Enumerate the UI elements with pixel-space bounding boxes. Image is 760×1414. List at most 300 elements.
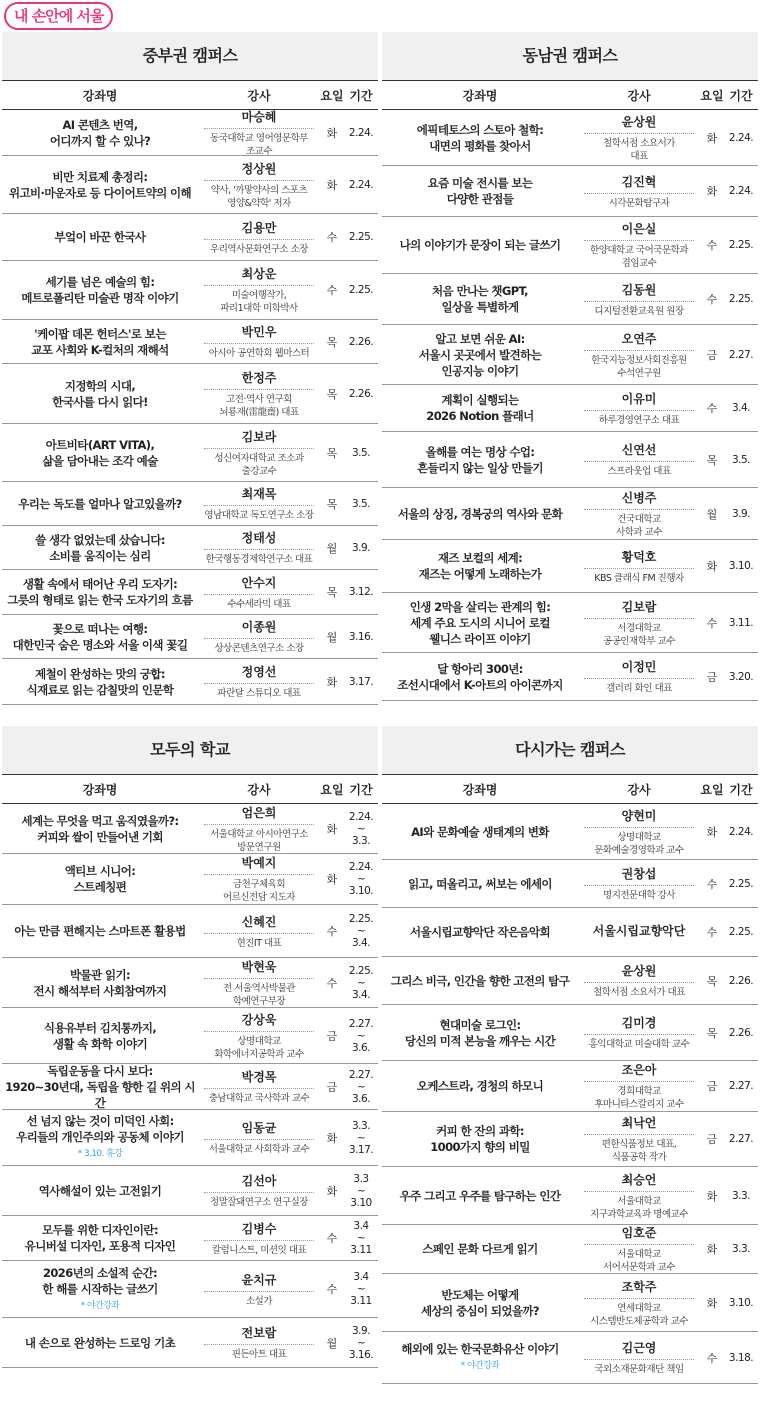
lecturer-cell: [578, 325, 700, 384]
lecturer-cell: [198, 261, 320, 319]
table-row: [382, 804, 758, 860]
lecturer-name: 정영선: [204, 663, 314, 684]
lecturer-name: 신병주: [584, 489, 694, 510]
table-row: [2, 1261, 378, 1318]
lecturer-affiliation: 영남대학교 독도연구소 소장: [204, 510, 314, 521]
course-cell: [382, 540, 578, 592]
lecturer-cell: [578, 166, 700, 216]
period-cell: 3.10.: [728, 560, 754, 572]
day-cell: 금: [326, 1080, 338, 1094]
lecturer-name: 김병수: [204, 1220, 314, 1241]
table-row: [2, 110, 378, 156]
course-title-line: 조선시대에서 K-아트의 아이콘까지: [397, 677, 563, 692]
table-row: [2, 1064, 378, 1110]
day-cell: 수: [706, 877, 718, 891]
course-cell: [382, 274, 578, 324]
day-cell: 금: [706, 1080, 718, 1093]
lecturer-cell: [578, 908, 700, 956]
panel-central-campus: [2, 32, 378, 705]
course-title-line: 아트비타(ART VITA),: [45, 437, 155, 452]
day-cell: 목: [706, 974, 718, 988]
lecturer-name: 윤치규: [204, 1271, 314, 1292]
lecturer-affiliation: 경희대학교 후마니타스칼리지 교수: [594, 1086, 684, 1110]
table-row: [382, 166, 758, 217]
course-title-line: 재즈는 어떻게 노래하는가: [418, 567, 542, 581]
course-title-line: 일상을 특별하게: [441, 300, 519, 314]
period-cell: 3.4 ~ 3.11: [350, 1220, 372, 1256]
lecturer-affiliation: 서울대학교 아시아연구소 방문연구원: [210, 828, 308, 853]
lecturer-affiliation: 소설가: [245, 1295, 273, 1307]
day-cell: 화: [326, 873, 338, 886]
course-title-line: 꽃으로 떠나는 여행:: [52, 621, 148, 636]
course-title-line: 역사해설이 있는 고전읽기: [38, 1183, 162, 1198]
period-cell: 2.27. ~ 3.6.: [348, 1017, 374, 1054]
course-title-line: 알고 보면 쉬운 AI:: [435, 331, 525, 346]
lecturer-name: 이정민: [584, 658, 694, 679]
header-lecturer: 강사: [247, 88, 271, 103]
course-cell: [382, 908, 578, 956]
period-cell: 3.3.: [731, 1189, 751, 1202]
table-row: [2, 482, 378, 526]
period-cell: 2.24.: [728, 131, 754, 144]
table-row: [2, 1216, 378, 1261]
period-cell: 2.26.: [728, 974, 754, 987]
lecturer-affiliation: 약사, '까맣약사의 스포츠 영양&약학' 저자: [210, 184, 308, 209]
lecturer-cell: [578, 957, 700, 1004]
lecturer-affiliation: 충남대학교 국사학과 교수: [208, 1093, 310, 1104]
period-cell: 3.9.: [731, 507, 751, 520]
period-cell: 2.24.: [348, 178, 374, 191]
table-row: [2, 364, 378, 424]
course-cell: [2, 482, 198, 525]
lecturer-cell: [198, 1008, 320, 1063]
header-course: 강좌명: [82, 88, 118, 103]
lecturer-name: 임호준: [584, 1224, 694, 1245]
course-title-line: 올해를 여는 명상 수업:: [425, 444, 535, 459]
course-title-line: 요즘 미술 전시를 보는: [427, 176, 533, 190]
lecturer-name: 정태성: [204, 529, 314, 550]
course-cell: [2, 156, 198, 213]
day-cell: 수: [326, 1232, 338, 1245]
period-cell: 2.25.: [728, 877, 754, 890]
table-row: [2, 320, 378, 364]
course-cell: [382, 1005, 578, 1060]
day-cell: 화: [326, 1184, 338, 1198]
day-cell: 화: [706, 131, 718, 145]
header-day: 요일: [320, 782, 344, 797]
course-cell: [2, 958, 198, 1007]
day-cell: 목: [326, 387, 338, 401]
period-cell: 2.26.: [348, 387, 374, 400]
table-row: [382, 1332, 758, 1384]
lecturer-name: 전보람: [204, 1324, 314, 1345]
table-row: [382, 540, 758, 593]
course-title-line: 인생 2막을 살리는 관계의 힘:: [409, 599, 551, 614]
lecturer-name: 김미경: [584, 1014, 694, 1035]
day-cell: 화: [326, 178, 338, 192]
table-row: [382, 593, 758, 653]
table-row: [382, 110, 758, 166]
period-cell: 3.5.: [351, 497, 371, 510]
period-cell: 2.25.: [348, 231, 374, 243]
table-row: [2, 958, 378, 1008]
lecturer-affiliation: 우리역사문화연구소 소장: [210, 243, 308, 255]
lecturer-affiliation: 건국대학교 사학과 교수: [616, 513, 662, 538]
period-cell: 2.27. ~ 3.6.: [348, 1068, 374, 1105]
table-row: [2, 1110, 378, 1166]
day-cell: 월: [706, 507, 718, 521]
course-cell: [382, 804, 578, 859]
period-cell: 2.25.: [728, 239, 754, 251]
lecturer-name: 김보라: [204, 428, 314, 449]
panel-title: 다시가는 캠퍼스: [382, 726, 758, 774]
header-day: 요일: [700, 782, 724, 797]
course-title-line: 우리는 독도를 얼마나 알고있을까?: [18, 496, 182, 511]
lecturer-affiliation: 하루경영연구소 대표: [598, 414, 680, 426]
period-cell: 3.5.: [731, 453, 751, 466]
course-title-line: '케이팝 데몬 헌터스'로 보는: [34, 326, 166, 341]
period-cell: 2.25. ~ 3.4.: [348, 913, 374, 949]
day-cell: 화: [706, 560, 718, 573]
course-cell: [2, 1166, 198, 1215]
lecturer-name: 강상욱: [204, 1011, 314, 1032]
header-lecturer: 강사: [627, 782, 651, 797]
course-title-line: 부엌이 바꾼 한국사: [54, 230, 146, 244]
lecturer-name: 김근영: [584, 1339, 694, 1360]
lecturer-cell: [578, 274, 700, 324]
lecturer-name: 박현욱: [204, 958, 314, 979]
lecturer-name: 임동균: [204, 1119, 314, 1140]
course-title-line: 위고비·마운자로 등 다이어트약의 이해: [8, 185, 192, 200]
table-row: [2, 526, 378, 570]
day-cell: 목: [706, 453, 718, 467]
course-title-line: 내 손으로 완성하는 드로잉 기초: [24, 1335, 176, 1350]
table-row: [382, 1112, 758, 1167]
day-cell: 화: [326, 126, 338, 140]
course-title-line: 어디까지 할 수 있나?: [49, 133, 151, 148]
course-cell: [382, 110, 578, 165]
period-cell: 2.27.: [728, 348, 754, 361]
lecturer-cell: [198, 958, 320, 1007]
lecturer-name: 양현미: [584, 807, 694, 828]
lecturer-name: 황덕호: [584, 548, 694, 569]
lecturer-name: 박예지: [204, 854, 314, 875]
panel-school-for-all: [2, 726, 378, 1368]
course-title-line: 한국사를 다시 읽다!: [52, 394, 148, 409]
course-note: * 야간강좌: [80, 1300, 120, 1311]
course-cell: [2, 615, 198, 658]
lecturer-affiliation: 한국지능정보사회진흥원 수석연구원: [591, 354, 687, 379]
lecturer-name: 한정주: [204, 369, 314, 390]
lecturer-name: 김선아: [204, 1172, 314, 1193]
lecturer-cell: [578, 860, 700, 907]
lecturer-affiliation: 칼럼니스트, 미션잇 대표: [211, 1244, 307, 1256]
table-header: [2, 80, 378, 110]
course-title-line: 유니버설 디자인, 포용적 디자인: [24, 1239, 176, 1253]
course-title-line: 처음 만나는 챗GPT,: [432, 284, 528, 298]
lecturer-name: 마승혜: [204, 108, 314, 129]
course-cell: [2, 905, 198, 957]
lecturer-affiliation: 수수세라믹 대표: [227, 598, 291, 610]
period-cell: 2.25.: [728, 293, 754, 305]
lecturer-name: 박민우: [204, 323, 314, 344]
table-row: [382, 325, 758, 385]
day-cell: 수: [326, 976, 338, 990]
lecturer-affiliation: 동국대학교 영어영문학부 조교수: [210, 132, 308, 157]
lecturer-name: 이종원: [204, 618, 314, 639]
course-title-line: 재즈 보컬의 세계:: [437, 551, 523, 565]
period-cell: 2.24.: [348, 126, 374, 139]
day-cell: 화: [706, 1189, 718, 1203]
day-cell: 수: [706, 926, 718, 939]
day-cell: 금: [326, 1029, 338, 1043]
lecturer-affiliation: 현진IT 대표: [236, 937, 282, 949]
period-cell: 3.10.: [728, 1296, 754, 1309]
course-title-line: 내면의 평화를 찾아서: [429, 138, 531, 153]
period-cell: 3.16.: [348, 630, 374, 643]
period-cell: 3.11.: [728, 616, 754, 629]
table-header: [2, 774, 378, 804]
lecturer-affiliation: 금천구체육회 어르신전담 지도자: [223, 879, 295, 903]
period-cell: 3.18.: [728, 1351, 754, 1364]
course-title-line: 2026 Notion 플래너: [426, 409, 534, 423]
period-cell: 3.5.: [351, 446, 371, 459]
course-title-line: 그리스 비극, 인간을 향한 고전의 탐구: [390, 973, 570, 988]
course-title-line: 나의 이야기가 문장이 되는 글쓰기: [399, 238, 561, 252]
lecturer-cell: [198, 482, 320, 525]
course-cell: [382, 432, 578, 487]
panel-title: 동남권 캠퍼스: [382, 32, 758, 80]
lecturer-name: 김진혁: [584, 173, 694, 194]
header-period: 기간: [349, 782, 373, 797]
course-cell: [382, 1112, 578, 1166]
course-title-line: 읽고, 떠올리고, 써보는 에세이: [408, 876, 552, 891]
course-title-line: 커피와 쌀이 만들어낸 기회: [37, 829, 163, 844]
table-row: [382, 488, 758, 540]
lecturer-name: 신연선: [584, 441, 694, 462]
course-title-line: 오케스트라, 경청의 하모니: [416, 1079, 544, 1093]
course-title-line: 에픽테토스의 스토아 철학:: [416, 122, 544, 137]
course-title-line: 서울시립교향악단 작은음악회: [409, 925, 551, 939]
course-title-line: 스페인 문화 다르게 읽기: [422, 1242, 538, 1256]
table-row: [2, 1166, 378, 1216]
course-title-line: 해외에 있는 한국문화유산 이야기: [401, 1342, 559, 1356]
course-cell: [2, 804, 198, 853]
lecturer-cell: [198, 424, 320, 481]
course-title-line: 세상의 중심이 되었을까?: [421, 1303, 539, 1318]
day-cell: 화: [326, 675, 338, 689]
day-cell: 금: [706, 348, 718, 362]
course-title-line: 세계는 무엇을 먹고 움직였을까?:: [21, 813, 179, 828]
lecturer-affiliation: 상명대학교 화학에너지공학과 교수: [214, 1035, 304, 1060]
day-cell: 목: [326, 497, 338, 511]
lecturer-cell: [198, 214, 320, 260]
course-cell: [2, 424, 198, 481]
day-cell: 금: [706, 1133, 718, 1146]
lecturer-affiliation: 서경대학교 공공인재학부 교수: [603, 622, 675, 647]
day-cell: 수: [326, 925, 338, 938]
period-cell: 3.3 ~ 3.10: [350, 1172, 372, 1209]
day-cell: 수: [706, 293, 718, 306]
day-cell: 목: [326, 335, 338, 349]
table-row: [2, 854, 378, 905]
lecturer-name: 오연주: [584, 330, 694, 351]
lecturer-affiliation: 갤러리 화인 대표: [606, 683, 672, 694]
course-title-line: 쓸 생각 없었는데 샀습니다:: [35, 532, 165, 547]
table-row: [2, 424, 378, 482]
lecturer-cell: [198, 570, 320, 614]
course-cell: [2, 364, 198, 423]
period-cell: 2.24. ~ 3.10.: [348, 861, 374, 897]
course-title-line: 교포 사회와 K-컬처의 재해석: [31, 342, 169, 357]
lecturer-cell: [578, 432, 700, 487]
header-period: 기간: [729, 88, 753, 103]
lecturer-affiliation: KBS 클래식 FM 진행자: [594, 572, 684, 584]
lecturer-affiliation: 고전·역사 연구회 뇌룡재(雷龍齋) 대표: [219, 393, 299, 418]
lecturer-cell: [198, 1261, 320, 1317]
course-title-line: 전시 해석부터 사회참여까지: [33, 983, 167, 998]
header-course: 강좌명: [82, 782, 118, 797]
course-title-line: 아는 만큼 편해지는 스마트폰 활용법: [14, 924, 186, 938]
lecturer-cell: [198, 1166, 320, 1215]
day-cell: 화: [706, 185, 718, 198]
table-row: [2, 615, 378, 659]
table-row: [382, 860, 758, 908]
lecturer-cell: [198, 1318, 320, 1367]
day-cell: 월: [326, 630, 338, 644]
lecturer-affiliation: 명지전문대학 강사: [603, 890, 675, 901]
course-cell: [382, 1332, 578, 1383]
lecturer-name: 윤상원: [584, 962, 694, 983]
period-cell: 3.17.: [348, 675, 374, 688]
lecturer-cell: [578, 1167, 700, 1224]
period-cell: 3.3. ~ 3.17.: [348, 1119, 374, 1156]
period-cell: 2.24.: [728, 185, 754, 197]
day-cell: 화: [706, 1243, 718, 1256]
lecturer-name: 정상원: [204, 160, 314, 181]
course-cell: [382, 860, 578, 907]
course-cell: [382, 325, 578, 384]
header-period: 기간: [729, 782, 753, 797]
lecturer-name: 엄은희: [204, 804, 314, 825]
lecturer-affiliation: 서울대학교 서어서문학과 교수: [603, 1249, 675, 1273]
period-cell: 3.9.: [351, 541, 371, 554]
lecturer-cell: [578, 540, 700, 592]
course-cell: [2, 570, 198, 614]
course-title-line: 소비를 움직이는 심리: [49, 548, 151, 563]
lecturer-name: 권창섭: [584, 865, 694, 886]
lecturer-affiliation: 디지털전환교육원 원장: [594, 305, 684, 317]
period-cell: 2.25.: [348, 284, 374, 296]
lecturer-affiliation: 편한식품정보 대표, 식품공학 작가: [601, 1139, 677, 1163]
panel-title: 중부권 캠퍼스: [2, 32, 378, 80]
lecturer-name: 조학주: [584, 1278, 694, 1299]
day-cell: 목: [706, 1026, 718, 1040]
course-title-line: 한 해를 시작하는 글쓰기: [42, 1281, 158, 1296]
lecturer-cell: [198, 320, 320, 363]
table-row: [2, 905, 378, 958]
panel-southeast-campus: [382, 32, 758, 701]
course-title-line: 식용유부터 김치통까지,: [43, 1020, 157, 1035]
course-title-line: 다양한 관점들: [446, 192, 514, 206]
course-cell: [2, 526, 198, 569]
lecturer-affiliation: 국외소재문화재단 책임: [594, 1364, 684, 1375]
period-cell: 3.4 ~ 3.11: [350, 1271, 372, 1307]
period-cell: 3.3.: [731, 1243, 751, 1255]
course-title-line: 스트레칭편: [73, 880, 127, 894]
table-row: [382, 908, 758, 957]
course-cell: [2, 1216, 198, 1260]
table-row: [2, 261, 378, 320]
lecturer-cell: [578, 1061, 700, 1111]
course-cell: [2, 261, 198, 319]
lecturer-cell: [578, 385, 700, 431]
day-cell: 화: [706, 825, 718, 839]
table-row: [2, 1008, 378, 1064]
period-cell: 2.25. ~ 3.4.: [348, 964, 374, 1001]
course-title-line: 세계 주요 도시의 시니어 로컬: [410, 615, 550, 630]
course-cell: [2, 110, 198, 155]
lecturer-affiliation: 철학서점 소요서가 대표: [603, 137, 675, 162]
course-note: * 3.10. 휴강: [77, 1149, 123, 1159]
lecturer-cell: [578, 653, 700, 700]
course-title-line: 세기를 넘은 예술의 힘:: [45, 275, 155, 289]
lecturer-cell: [578, 110, 700, 165]
course-title-line: 달 항아리 300년:: [437, 661, 523, 676]
table-row: [2, 659, 378, 705]
lecturer-cell: [198, 1216, 320, 1260]
lecturer-name: 김동원: [584, 281, 694, 302]
table-row: [382, 1061, 758, 1112]
course-title-line: 생활 속에서 태어난 우리 도자기:: [22, 577, 178, 591]
table-row: [2, 1318, 378, 1368]
lecturer-affiliation: 서울대학교 지구과학교육과 명예교수: [590, 1195, 688, 1220]
course-note: * 야간강좌: [460, 1361, 500, 1371]
lecturer-affiliation: 성신여자대학교 조소과 출강교수: [214, 452, 304, 477]
lecturer-name: 박경목: [204, 1068, 314, 1089]
lecturer-cell: [198, 854, 320, 904]
header-day: 요일: [700, 88, 724, 103]
table-row: [2, 214, 378, 261]
course-cell: [2, 1318, 198, 1367]
lecturer-cell: [198, 526, 320, 569]
lecturer-affiliation: 시각문화탐구자: [608, 197, 670, 209]
lecturer-cell: [198, 1110, 320, 1165]
course-title-line: 삶을 담아내는 조각 예술: [42, 453, 158, 468]
course-cell: [2, 214, 198, 260]
course-cell: [2, 854, 198, 904]
lecturer-name: 조은아: [584, 1061, 694, 1082]
course-cell: [382, 488, 578, 539]
course-cell: [382, 166, 578, 216]
day-cell: 수: [326, 231, 338, 244]
lecturer-name: 김보람: [584, 598, 694, 619]
course-title-line: 계획이 실행되는: [441, 393, 519, 407]
lecturer-cell: [198, 1064, 320, 1109]
course-title-line: 그릇의 형태로 읽는 한국 도자기의 흐름: [7, 593, 193, 607]
lecturer-affiliation: 상명대학교 문화예술경영학과 교수: [594, 831, 684, 856]
course-title-line: 현대미술 로그인:: [439, 1017, 521, 1032]
course-title-line: 인공지능 이야기: [441, 363, 519, 378]
course-title-line: 식재료로 읽는 감칠맛의 인문학: [26, 682, 174, 697]
lecturer-affiliation: 아시아 공연학회 웹마스터: [208, 348, 310, 359]
course-title-line: 액티브 시니어:: [64, 864, 136, 878]
table-row: [382, 274, 758, 325]
lecturer-cell: [578, 1112, 700, 1166]
panel-title: 모두의 학교: [2, 726, 378, 774]
period-cell: 2.24. ~ 3.3.: [348, 810, 374, 847]
course-title-line: 서울의 상징, 경복궁의 역사와 문화: [397, 506, 563, 521]
